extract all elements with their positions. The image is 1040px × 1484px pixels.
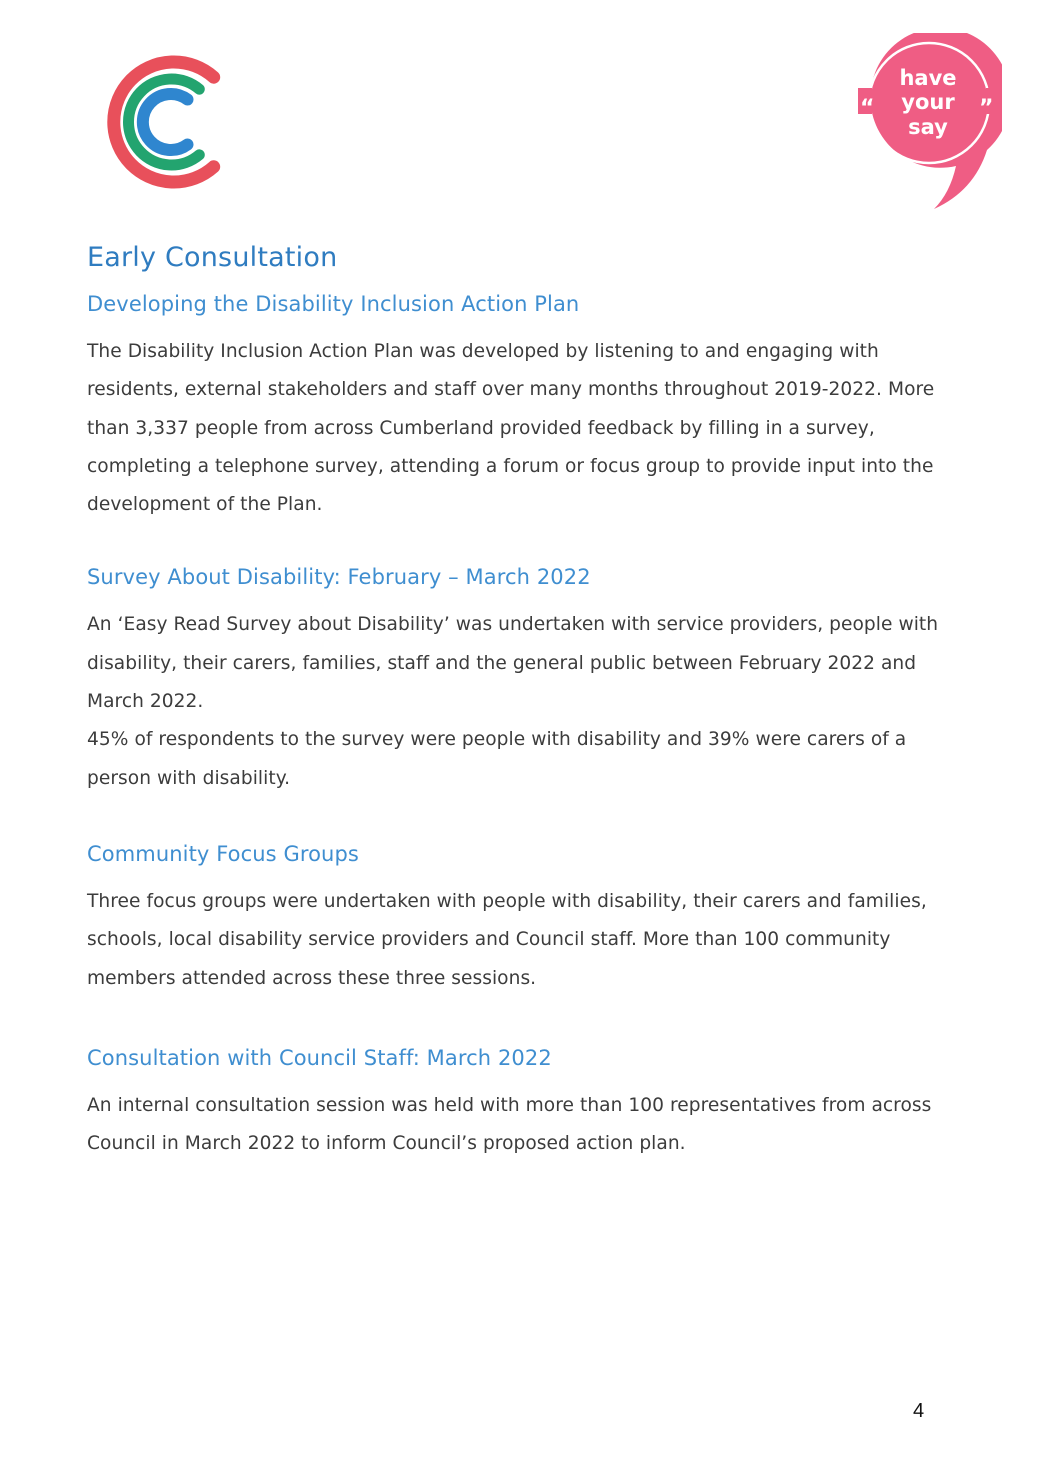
have-your-say-logo: [856, 33, 1002, 213]
section-paragraph: An ‘Easy Read Survey about Disability’ was undertaken with service providers, people with disability, their carers, families, staff and the general public between February 2022 and March 2022.: [87, 614, 939, 713]
page-title: Early Consultation: [87, 242, 338, 273]
section-paragraph: The Disability Inclusion Action Plan was developed by listening to and engaging with residents, external stakeholders and staff over many months throughout 2019-2022. More than 3,337 people from across Cumberland provided feedback by filling in a survey, completing a telephone survey, attending a forum or focus group to provide input into the development of the Plan.: [87, 341, 935, 516]
section-heading: Community Focus Groups: [87, 841, 359, 866]
section-survey-about-disability: [87, 561, 947, 797]
council-logo: [92, 48, 230, 196]
badge-line-your: your: [901, 90, 955, 114]
section-heading: Survey About Disability: February – March 2022: [87, 565, 591, 590]
quote-open-icon: “: [860, 96, 875, 121]
badge-line-say: say: [908, 115, 948, 139]
badge-line-have: have: [899, 66, 957, 90]
section-community-focus-groups: [87, 838, 947, 998]
quote-close-icon: ”: [979, 96, 994, 121]
document-body: [87, 236, 947, 1163]
section-developing-plan: [87, 288, 947, 524]
section-paragraph: Three focus groups were undertaken with people with disability, their carers and families, schools, local disability service providers and Council staff. More than 100 community members attended across these three sessions.: [87, 890, 927, 989]
section-paragraph: An internal consultation session was held with more than 100 representatives from across Council in March 2022 to inform Council’s proposed action plan.: [87, 1094, 932, 1155]
page-number: 4: [913, 1400, 925, 1422]
section-consultation-council-staff: [87, 1042, 947, 1164]
section-paragraph: 45% of respondents to the survey were people with disability and 39% were carers of a person with disability.: [87, 729, 907, 789]
section-heading: Developing the Disability Inclusion Action Plan: [87, 292, 580, 316]
section-heading: Consultation with Council Staff: March 2022: [87, 1045, 552, 1070]
logo-inner-ring: [143, 94, 188, 150]
